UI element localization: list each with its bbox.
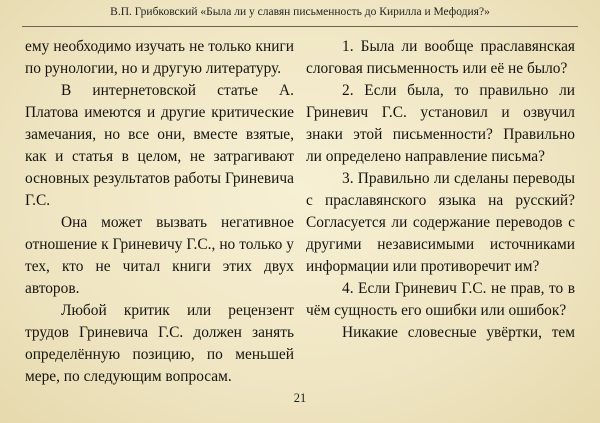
paragraph: Никакие словесные увёртки, тем (342, 324, 575, 341)
paragraph: 4. Если Гриневич Г.С. не прав, то в чём сущность его ошибки или ошибок? (306, 280, 575, 319)
right-column (306, 36, 575, 344)
running-header: В.П. Грибковский «Была ли у славян письменность до Кирилла и Мефодия?» (110, 6, 490, 18)
paragraph: Любой критик или рецензент трудов Гриневича Г.С. должен занять определённую позицию, по меньшей мере, по следующим вопросам. (25, 302, 294, 385)
paragraph: 2. Если была, то правильно ли Гриневич Г.С. установил и озвучил знаки этой письменности? Правильно ли определено направление письма? (306, 82, 575, 165)
paragraph: 1. Была ли вообще праславянская слоговая письменность или её не было? (306, 38, 575, 77)
paragraph: В интернетовской статье А. Платова имеются и другие критические замечания, но все они, вместе взятые, как и статья в целом, не затрагивают основных результатов работы Гриневича Г.С. (25, 82, 294, 209)
left-column (25, 36, 294, 388)
paragraph: ему необходимо изучать не только книги по рунологии, но и другую литературу. (25, 38, 294, 77)
paragraph: 3. Правильно ли сделаны переводы с праславянского языка на русский? Согласуется ли содержание переводов с другими независимыми источниками информации или противоречит им? (306, 170, 575, 275)
page-number: 21 (293, 391, 307, 405)
paragraph: Она может вызвать негативное отношение к Гриневичу Г.С., но только у тех, кто не читал книги этих двух авторов. (25, 214, 294, 297)
header-rule (22, 26, 578, 27)
